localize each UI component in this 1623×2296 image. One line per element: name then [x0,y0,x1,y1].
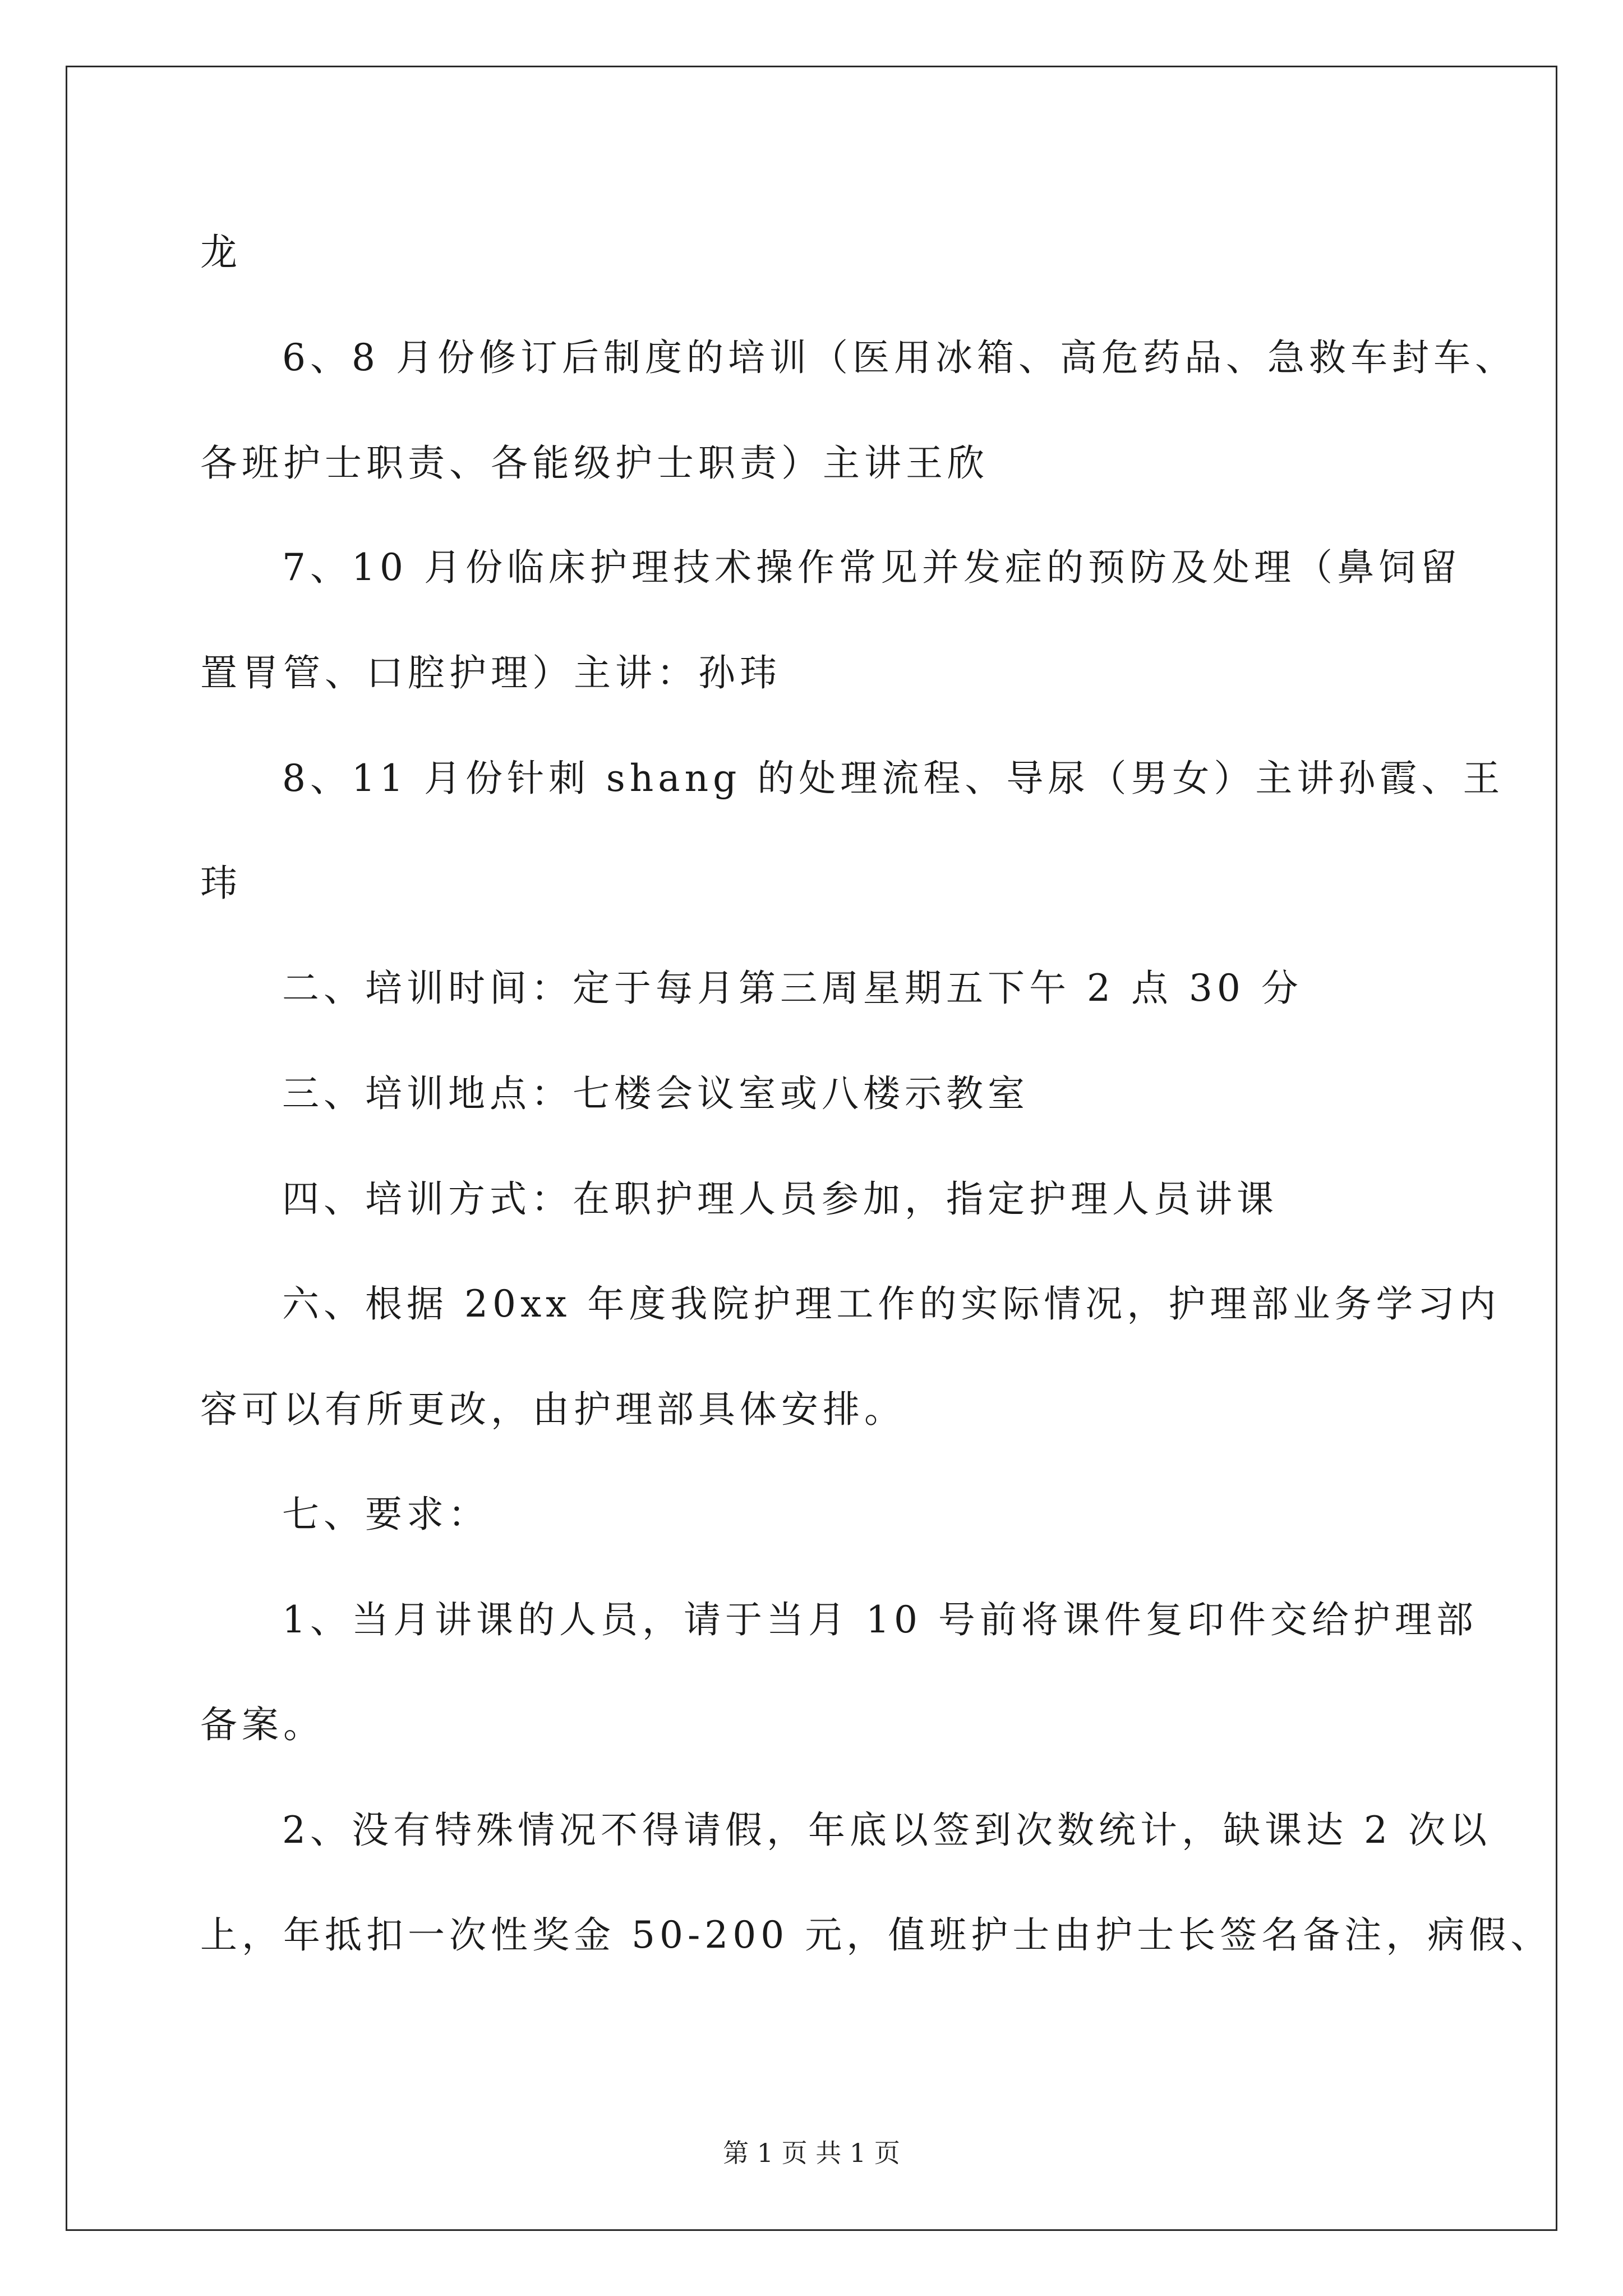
text-line: 七、要求： [282,1493,490,1536]
page-number: 第 1 页 共 1 页 [723,2138,900,2168]
text-line: 7、10 月份临床护理技术操作常见并发症的预防及处理（鼻饲留 [282,546,1461,589]
text-line: 2、没有特殊情况不得请假，年底以签到次数统计，缺课达 2 次以 [282,1809,1491,1852]
text-line: 龙 [200,231,242,274]
text-line: 1、当月讲课的人员，请于当月 10 号前将课件复印件交给护理部 [282,1598,1478,1641]
text-line: 四、培训方式：在职护理人员参加，指定护理人员讲课 [282,1177,1278,1221]
page-border [66,66,1557,2231]
text-line: 上，年抵扣一次性奖金 50-200 元，值班护士由护士长签名备注，病假、 [200,1913,1552,1957]
text-line: 置胃管、口腔护理）主讲：孙玮 [200,651,781,694]
text-line: 8、11 月份针刺 shang 的处理流程、导尿（男女）主讲孙霞、王 [282,757,1505,800]
text-line: 六、根据 20xx 年度我院护理工作的实际情况，护理部业务学习内 [282,1282,1501,1326]
text-line: 三、培训地点：七楼会议室或八楼示教室 [282,1072,1029,1115]
text-line: 各班护士职责、各能级护士职责）主讲王欣 [200,441,989,485]
text-line: 玮 [200,862,242,905]
text-line: 6、8 月份修订后制度的培训（医用冰箱、高危药品、急救车封车、 [282,336,1516,379]
text-line: 备案。 [200,1703,325,1746]
text-line: 二、培训时间：定于每月第三周星期五下午 2 点 30 分 [282,967,1303,1010]
text-line: 容可以有所更改，由护理部具体安排。 [200,1388,906,1431]
